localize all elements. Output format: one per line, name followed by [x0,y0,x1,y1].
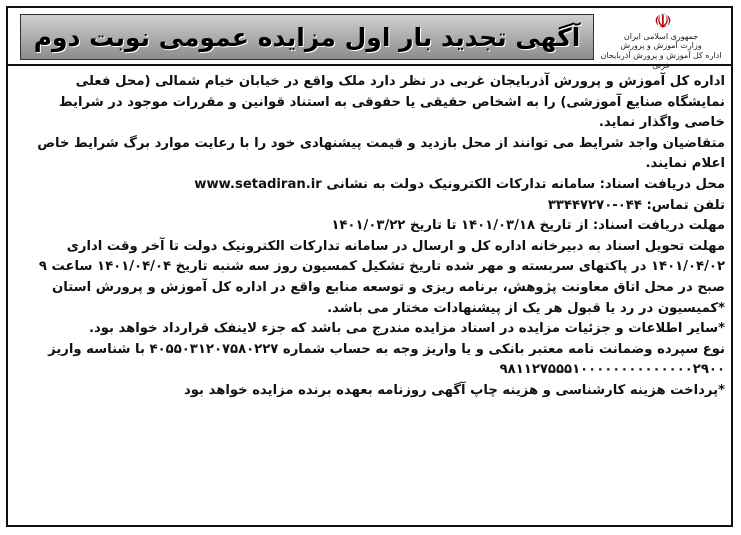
logo-line-3: اداره کل آموزش و پرورش آذربایجان غربی [600,51,722,70]
ministry-logo [597,9,725,70]
ad-title: آگهی تجدید بار اول مزایده عمومی نوبت دوم [33,22,581,52]
ad-body [14,72,725,402]
paragraph-applicants: متقاضیان واجد شرایط می توانند از محل بازدید و قیمت پیشنهادی خود را با رعایت موارد برگ شرایط خاص اعلام نمایند. [37,135,725,172]
documents-location-label: محل دریافت اسناد: سامانه تدارکات الکترونیک دولت به نشانی [326,176,725,192]
paragraph-commission: *کمیسیون در رد یا قبول هر یک از پیشنهادات مختار می باشد. [327,300,725,316]
setadiran-link[interactable]: www.setadiran.ir [194,176,322,192]
logo-line-1: جمهوری اسلامی ایران [623,32,699,41]
paragraph-deposit: نوع سپرده وضمانت نامه معتبر بانکی و یا واریز وجه به حساب شماره ۴۰۵۵۰۳۱۲۰۷۵۸۰۲۲۷ با شناسه واریز ۹۸۱۱۲۷۵۵۵۱۰۰۰۰۰۰۰۰۰۰۰۰۰۰۲۹۰۰ [48,341,725,378]
paragraph-documents-location [14,175,725,196]
paragraph-submission: مهلت تحویل اسناد به دبیرخانه اداره کل و ارسال در سامانه تدارکات الکترونیک دولت تا آخر وقت اداری ۱۴۰۱/۰۴/۰۲ در پاکتهای سربسته و مهر شده تاریخ تشکیل کمسیون روز سه شنبه تاریخ ۱۴۰۱/۰۴/۰۴ ساعت ۹ صبح در محل اتاق معاونت پژوهش، برنامه ریزی و توسعه منابع واقع در اداره کل آموزش و پرورش استان [38,238,725,295]
paragraph-other-info: *سایر اطلاعات و جزئیات مزایده در اسناد مزایده مندرج می باشد که جزء لاینفک قرارداد خواهد بود. [88,321,725,337]
logo-line-2: وزارت آموزش و پرورش [620,41,702,50]
title-banner [20,14,594,60]
header [6,6,733,70]
paragraph-document-deadline: مهلت دریافت اسناد: از تاریخ ۱۴۰۱/۰۳/۱۸ تا تاریخ ۱۴۰۱/۰۳/۲۲ [331,218,725,234]
iran-emblem-icon: ☫ [654,9,672,33]
paragraph-intro: اداره کل آموزش و پرورش آذربایجان غربی در نظر دارد ملک واقع در خیابان خیام شمالی (محل فعلی نمایشگاه صنایع آموزشی) را به اشخاص حقیقی یا حقوقی به استناد قوانین و مقررات موجود در شرایط خاصی واگذار نماید. [58,74,725,131]
paragraph-phone: تلفن تماس: ۰۴۴-۳۳۴۴۷۲۷۰ [547,197,725,213]
paragraph-costs: *پرداخت هزینه کارشناسی و هزینه چاپ آگهی روزنامه بعهده برنده مزایده خواهد بود [184,382,725,398]
